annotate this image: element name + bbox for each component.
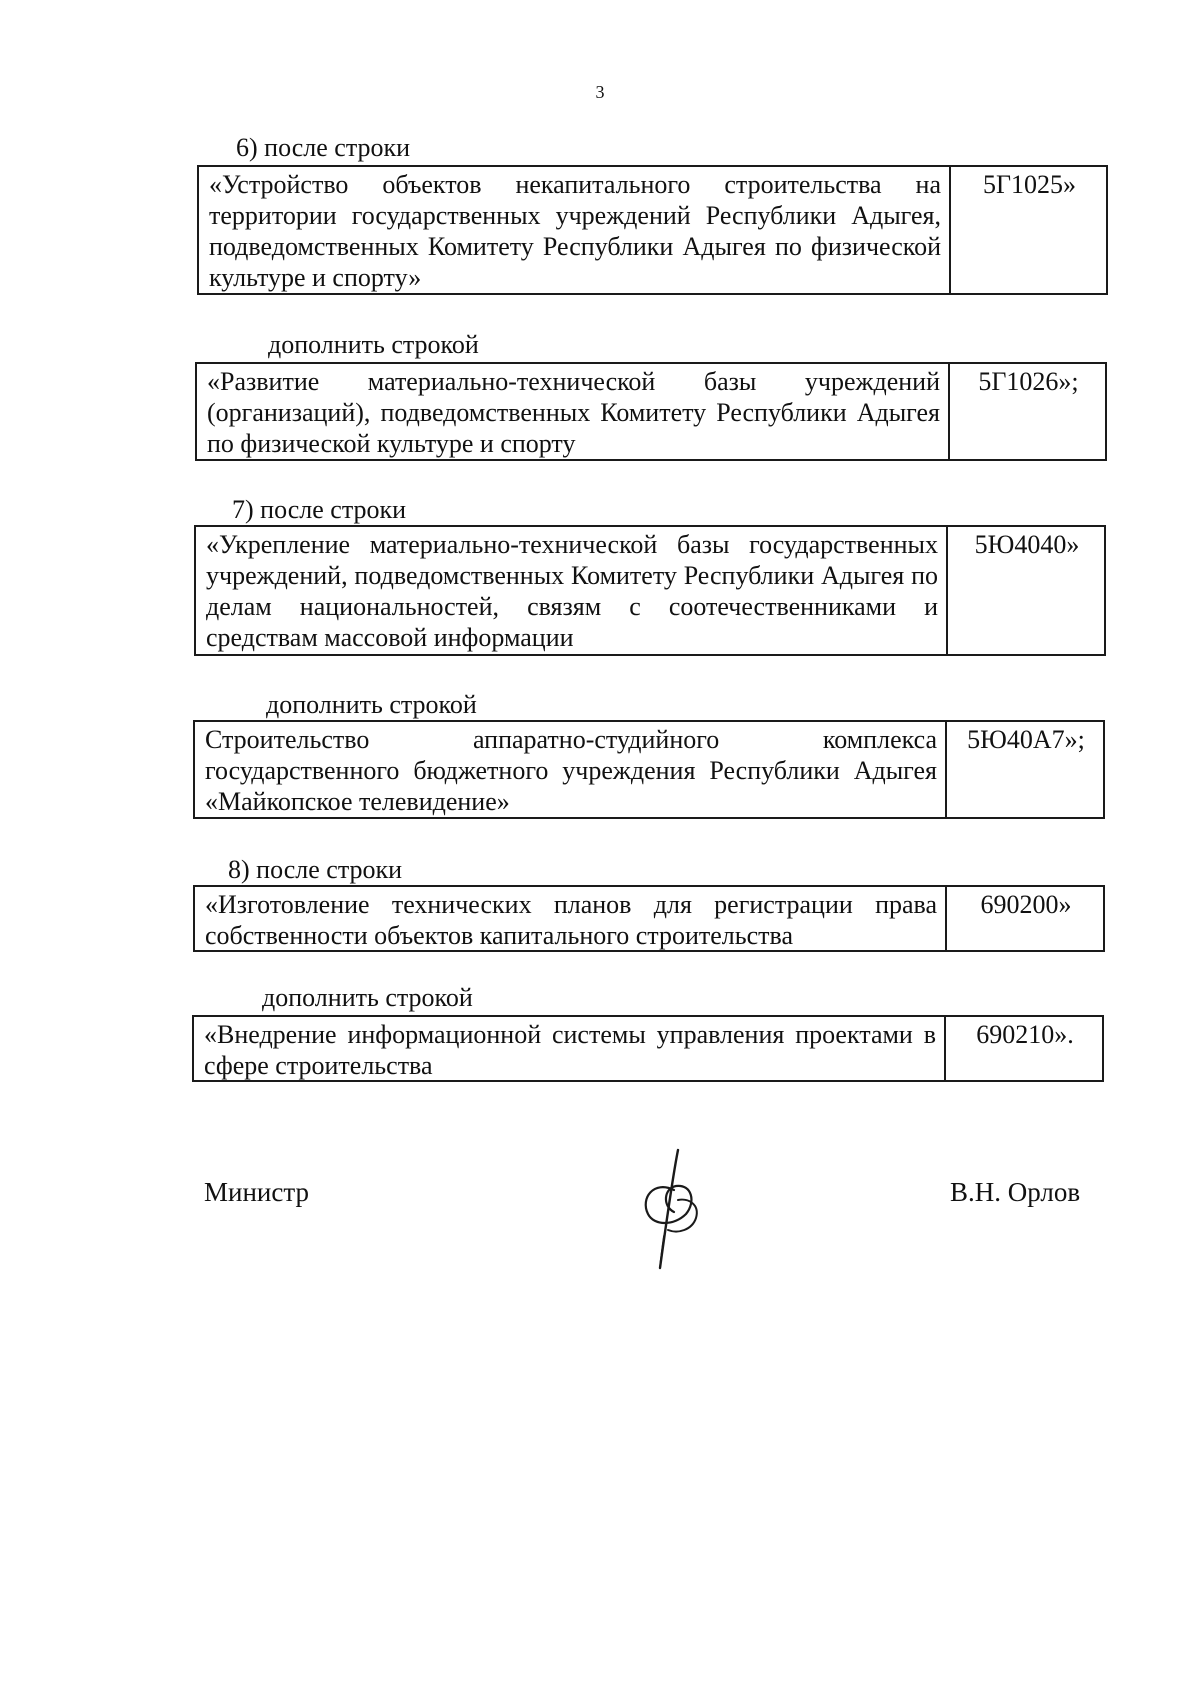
row-text: «Внедрение информационной системы управления проектами в сфере строительства [194, 1017, 946, 1080]
row-text: «Развитие материально-технической базы учреждений (организаций), подведомственных Комитету Республики Адыгея по физической культуре и спорту [197, 364, 950, 459]
row-code: 5Ю4040» [974, 530, 1080, 559]
row-code: 5Г1026»; [978, 367, 1079, 396]
handwritten-signature [634, 1140, 724, 1280]
row-code: 690200» [980, 890, 1072, 919]
item-heading: 8) после строки [228, 855, 403, 884]
row-code: 5Ю40А7»; [967, 725, 1085, 754]
table-row [193, 885, 1105, 952]
row-text: «Устройство объектов некапитального строительства на территории государственных учреждений Республики Адыгея, подведомственных Комитету Республики Адыгея по физической культуре и спорту» [199, 167, 951, 293]
row-code: 5Г1025» [982, 170, 1077, 199]
item-heading: дополнить строкой [262, 983, 473, 1012]
table-row [194, 525, 1106, 656]
page-number: 3 [595, 82, 605, 102]
table-row [193, 720, 1105, 819]
table-row [197, 165, 1108, 295]
row-text: Строительство аппаратно-студийного комплекса государственного бюджетного учреждения Республики Адыгея «Майкопское телевидение» [195, 722, 947, 817]
item-heading: дополнить строкой [266, 690, 477, 719]
table-row [192, 1015, 1104, 1082]
table-row [195, 362, 1107, 461]
signatory-title: Министр [204, 1177, 309, 1207]
row-text: «Укрепление материально-технической базы государственных учреждений, подведомственных Комитету Республики Адыгея по делам национальностей, связям с соотечественниками и средствам массовой информации [196, 527, 948, 654]
signatory-name: В.Н. Орлов [950, 1177, 1081, 1207]
item-heading: дополнить строкой [268, 330, 479, 359]
row-code: 690210». [976, 1020, 1074, 1049]
item-heading: 7) после строки [232, 495, 407, 524]
row-text: «Изготовление технических планов для регистрации права собственности объектов капитального строительства [195, 887, 947, 950]
item-heading: 6) после строки [236, 133, 411, 162]
